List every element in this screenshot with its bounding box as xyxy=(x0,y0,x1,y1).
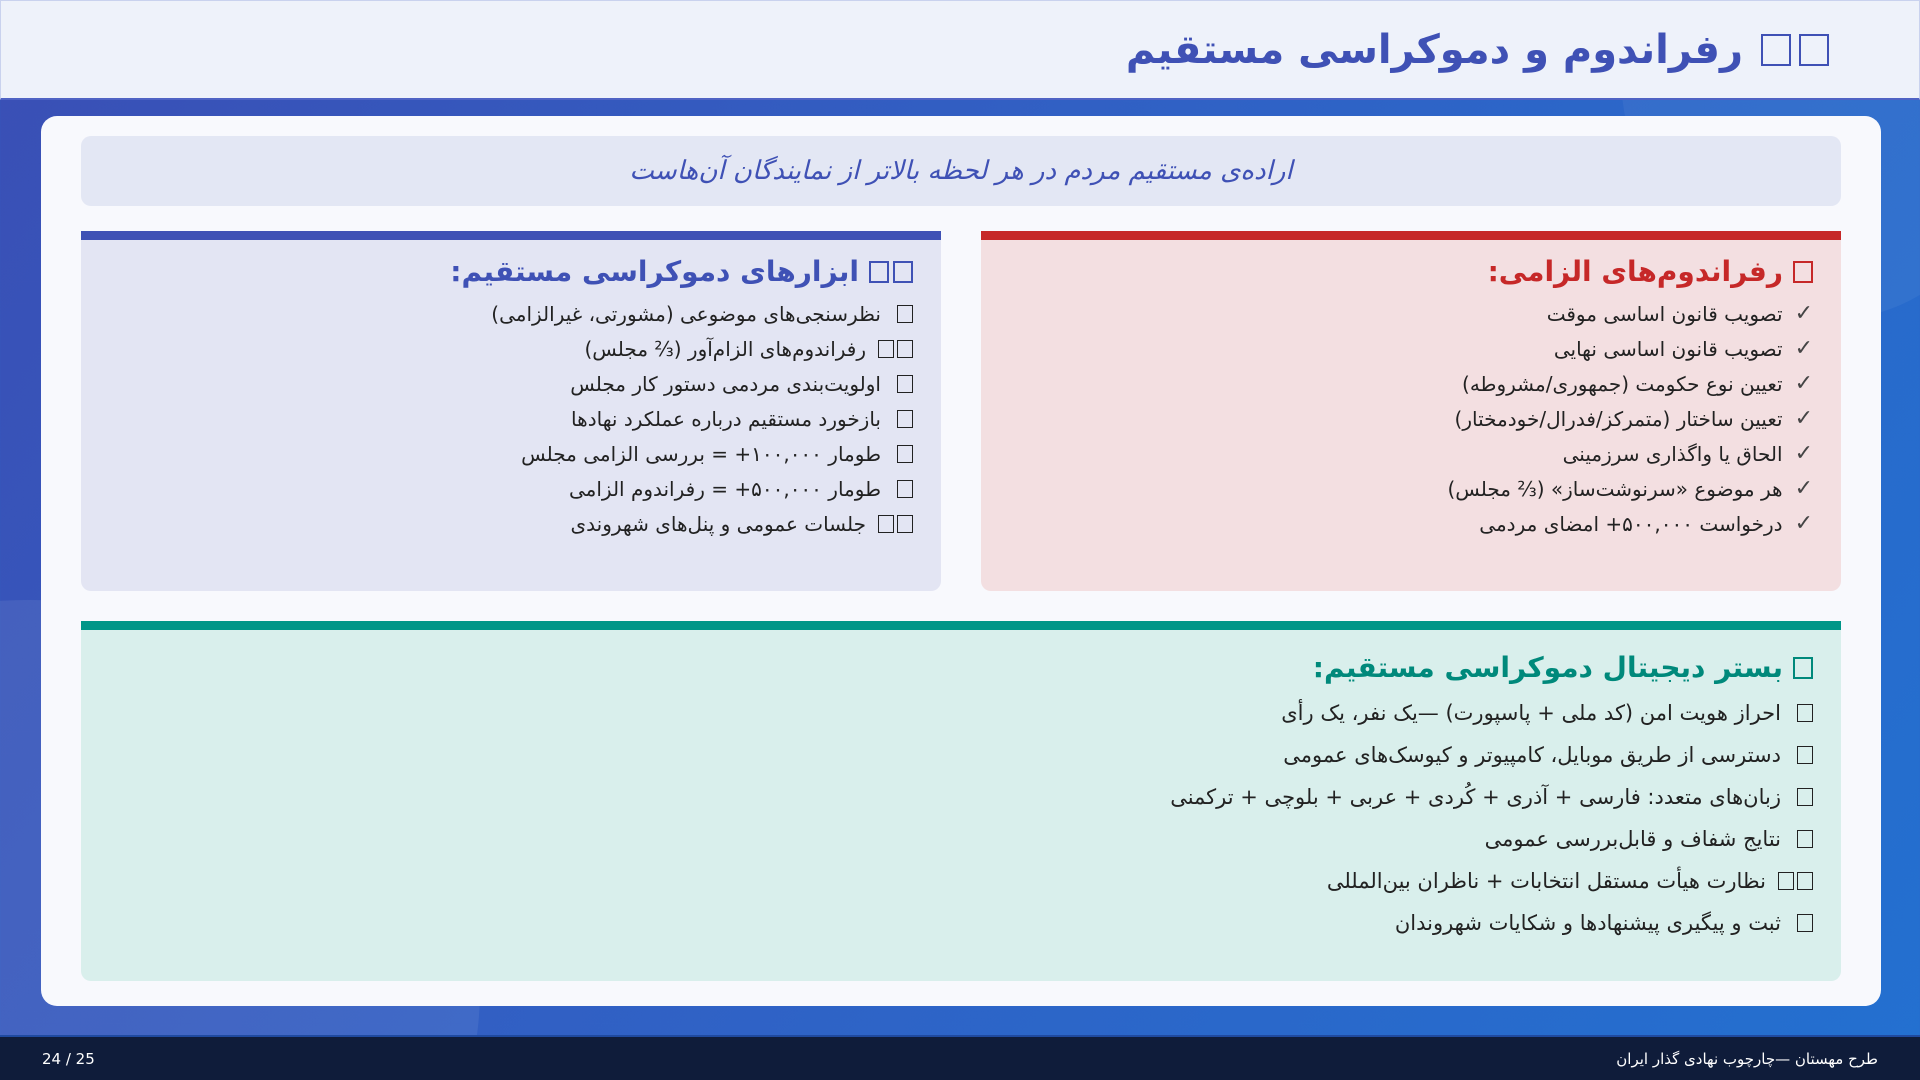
box-icon xyxy=(1793,261,1813,283)
box-icon xyxy=(869,261,913,283)
box-icon xyxy=(1793,704,1813,722)
list-item: بازخورد مستقیم درباره عملکرد نهادها xyxy=(109,401,913,436)
list-item: ✓ تعیین ساختار (متمرکز/فدرال/خودمختار) xyxy=(1454,406,1813,431)
panel-title: رفراندوم‌های الزامی: xyxy=(1487,255,1783,288)
list-item: ✓ الحاق یا واگذاری سرزمینی xyxy=(1562,441,1813,466)
box-icon xyxy=(893,445,913,463)
slide-title xyxy=(1126,27,1829,73)
list-item: احراز هویت امن (کد ملی + پاسپورت) —یک نفر، یک رأی xyxy=(109,692,1813,734)
box-icon xyxy=(878,515,913,533)
panel-direct-democracy-tools xyxy=(81,231,941,591)
list-item: ✓ تعیین نوع حکومت (جمهوری/مشروطه) xyxy=(1462,371,1813,396)
list-item: اولویت‌بندی مردمی دستور کار مجلس xyxy=(109,366,913,401)
panel-accent-bar xyxy=(81,231,941,240)
check-icon: ✓ xyxy=(1794,371,1813,396)
mandatory-list xyxy=(1009,296,1813,541)
box-icon xyxy=(878,340,913,358)
box-icon xyxy=(893,480,913,498)
slide-footer xyxy=(0,1035,1920,1080)
panel-heading xyxy=(109,255,913,288)
list-item: ✓ تصویب قانون اساسی نهایی xyxy=(1553,336,1813,361)
box-icon xyxy=(1761,34,1829,66)
panel-digital-platform xyxy=(81,621,1841,981)
slide-header xyxy=(0,0,1920,100)
list-item: جلسات عمومی و پنل‌های شهروندی xyxy=(109,506,913,541)
panel-accent-bar xyxy=(981,231,1841,240)
tools-list xyxy=(109,296,913,541)
list-item: ✓ هر موضوع «سرنوشت‌ساز» (⅔ مجلس) xyxy=(1447,476,1813,501)
list-item: نظرسنجی‌های موضوعی (مشورتی، غیرالزامی) xyxy=(109,296,913,331)
list-item: ✓ تصویب قانون اساسی موقت xyxy=(1546,301,1813,326)
panel-heading xyxy=(1009,255,1813,288)
box-icon xyxy=(1778,872,1813,890)
check-icon: ✓ xyxy=(1794,301,1813,326)
box-icon xyxy=(1793,657,1813,679)
check-icon: ✓ xyxy=(1794,406,1813,431)
page-number: 24 / 25 xyxy=(42,1049,95,1068)
list-item: طومار ۵۰۰,۰۰۰+ = رفراندوم الزامی xyxy=(109,471,913,506)
box-icon xyxy=(893,375,913,393)
digital-list xyxy=(109,692,1813,944)
panel-title: ابزارهای دموکراسی مستقیم: xyxy=(450,255,859,288)
list-item: دسترسی از طریق موبایل، کامپیوتر و کیوسک‌های عمومی xyxy=(109,734,1813,776)
box-icon xyxy=(893,305,913,323)
list-item: طومار ۱۰۰,۰۰۰+ = بررسی الزامی مجلس xyxy=(109,436,913,471)
list-item: زبان‌های متعدد: فارسی + آذری + کُردی + عربی + بلوچی + ترکمنی xyxy=(109,776,1813,818)
list-item: رفراندوم‌های الزام‌آور (⅔ مجلس) xyxy=(109,331,913,366)
panel-title: بستر دیجیتال دموکراسی مستقیم: xyxy=(1312,651,1783,684)
slide-title-text: رفراندوم و دموکراسی مستقیم xyxy=(1125,26,1743,73)
list-item: نتایج شفاف و قابل‌بررسی عمومی xyxy=(109,818,1813,860)
list-item: ✓ درخواست ۵۰۰,۰۰۰+ امضای مردمی xyxy=(1479,511,1813,536)
panel-heading xyxy=(109,651,1813,684)
check-icon: ✓ xyxy=(1794,476,1813,501)
panel-mandatory-referendums xyxy=(981,231,1841,591)
box-icon xyxy=(1793,830,1813,848)
box-icon xyxy=(893,410,913,428)
content-card xyxy=(41,116,1881,1006)
list-item: نظارت هیأت مستقل انتخابات + ناظران بین‌المللی xyxy=(109,860,1813,902)
panel-accent-bar xyxy=(81,621,1841,630)
check-icon: ✓ xyxy=(1794,441,1813,466)
list-item: ثبت و پیگیری پیشنهادها و شکایات شهروندان xyxy=(109,902,1813,944)
box-icon xyxy=(1793,914,1813,932)
quote-banner: اراده‌ی مستقیم مردم در هر لحظه بالاتر از نمایندگان آن‌هاست xyxy=(81,136,1841,206)
check-icon: ✓ xyxy=(1794,336,1813,361)
box-icon xyxy=(1793,746,1813,764)
box-icon xyxy=(1793,788,1813,806)
check-icon: ✓ xyxy=(1794,511,1813,536)
footer-title: طرح مهستان —چارچوب نهادی گذار ایران xyxy=(1616,1049,1878,1068)
